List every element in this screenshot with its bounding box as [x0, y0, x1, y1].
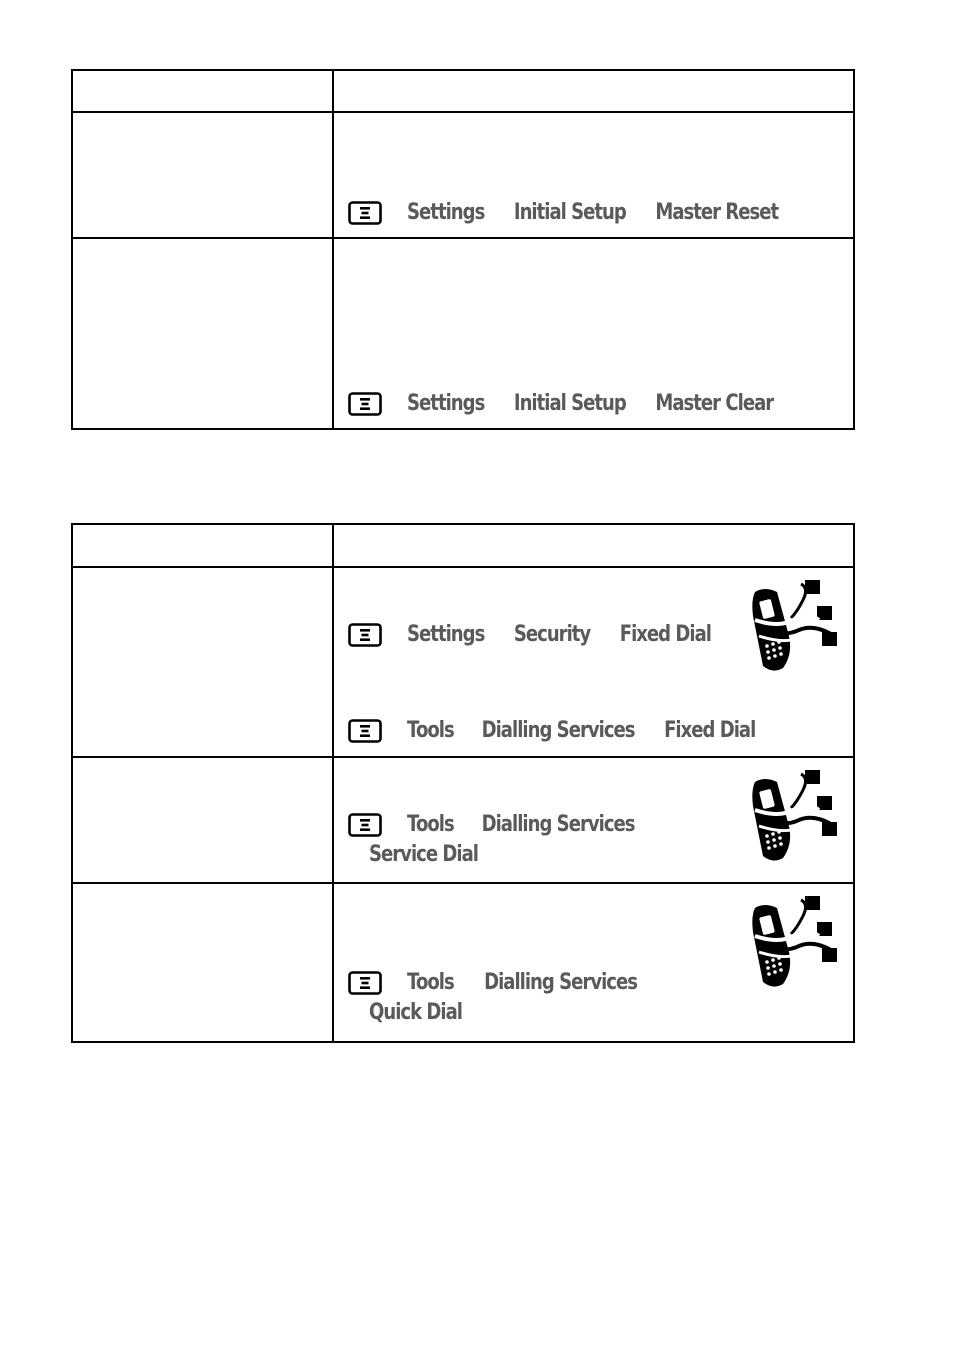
menu-path-step: Tools: [407, 970, 454, 995]
menu-path-fixed-dial-settings: [348, 622, 711, 647]
menu-key-icon: [348, 201, 382, 225]
table-header-cell: [333, 524, 854, 567]
menu-key-icon: [348, 623, 382, 647]
feature-name-cell: [72, 567, 333, 757]
feature-name-cell: [72, 757, 333, 883]
menu-path-step: Dialling Services: [481, 812, 635, 837]
menu-path-master-reset: [348, 200, 778, 225]
feature-description-cell: [333, 112, 854, 238]
phone-network-feature-icon: [749, 892, 841, 990]
menu-key-icon: [348, 971, 382, 995]
feature-description-cell: [333, 238, 854, 429]
menu-path-service-dial: [348, 812, 635, 837]
menu-path-step: Master Reset: [655, 200, 779, 225]
feature-description-cell: [333, 883, 854, 1042]
phone-network-feature-icon: [749, 576, 841, 674]
menu-path-step: Fixed Dial: [664, 718, 756, 743]
menu-path-step: Initial Setup: [513, 200, 626, 225]
table-row: [72, 238, 854, 429]
menu-path-step: Dialling Services: [481, 718, 635, 743]
table-row: [72, 757, 854, 883]
menu-path-step: Initial Setup: [513, 391, 626, 416]
phone-network-feature-icon: [749, 766, 841, 864]
menu-path-step: Settings: [407, 391, 485, 416]
menu-path-step: Security: [513, 622, 591, 647]
table-row: [72, 112, 854, 238]
table-header-cell: [72, 70, 333, 112]
menu-path-step: Tools: [407, 812, 454, 837]
feature-name-cell: [72, 883, 333, 1042]
menu-key-icon: [348, 719, 382, 743]
feature-name-cell: [72, 238, 333, 429]
table-row: [72, 883, 854, 1042]
table-row: [72, 567, 854, 757]
table-header-cell: [72, 524, 333, 567]
feature-description-cell: [333, 757, 854, 883]
menu-path-step: Settings: [407, 622, 485, 647]
menu-key-icon: [348, 392, 382, 416]
menu-path-step: Master Clear: [655, 391, 774, 416]
menu-path-quick-dial: [348, 970, 637, 995]
menu-path-step: Dialling Services: [484, 970, 638, 995]
menu-path-step: Tools: [407, 718, 454, 743]
menu-path-continuation: Quick Dial: [369, 1000, 463, 1025]
menu-path-step: Settings: [407, 200, 485, 225]
dialling-features-table: [71, 523, 855, 1043]
menu-key-icon: [348, 813, 382, 837]
reset-settings-table: [71, 69, 855, 430]
menu-path-step: Fixed Dial: [619, 622, 711, 647]
feature-name-cell: [72, 112, 333, 238]
feature-description-cell: [333, 567, 854, 757]
menu-path-continuation: Service Dial: [369, 842, 478, 867]
table-header-cell: [333, 70, 854, 112]
menu-path-fixed-dial-tools: [348, 718, 755, 743]
menu-path-master-clear: [348, 391, 773, 416]
